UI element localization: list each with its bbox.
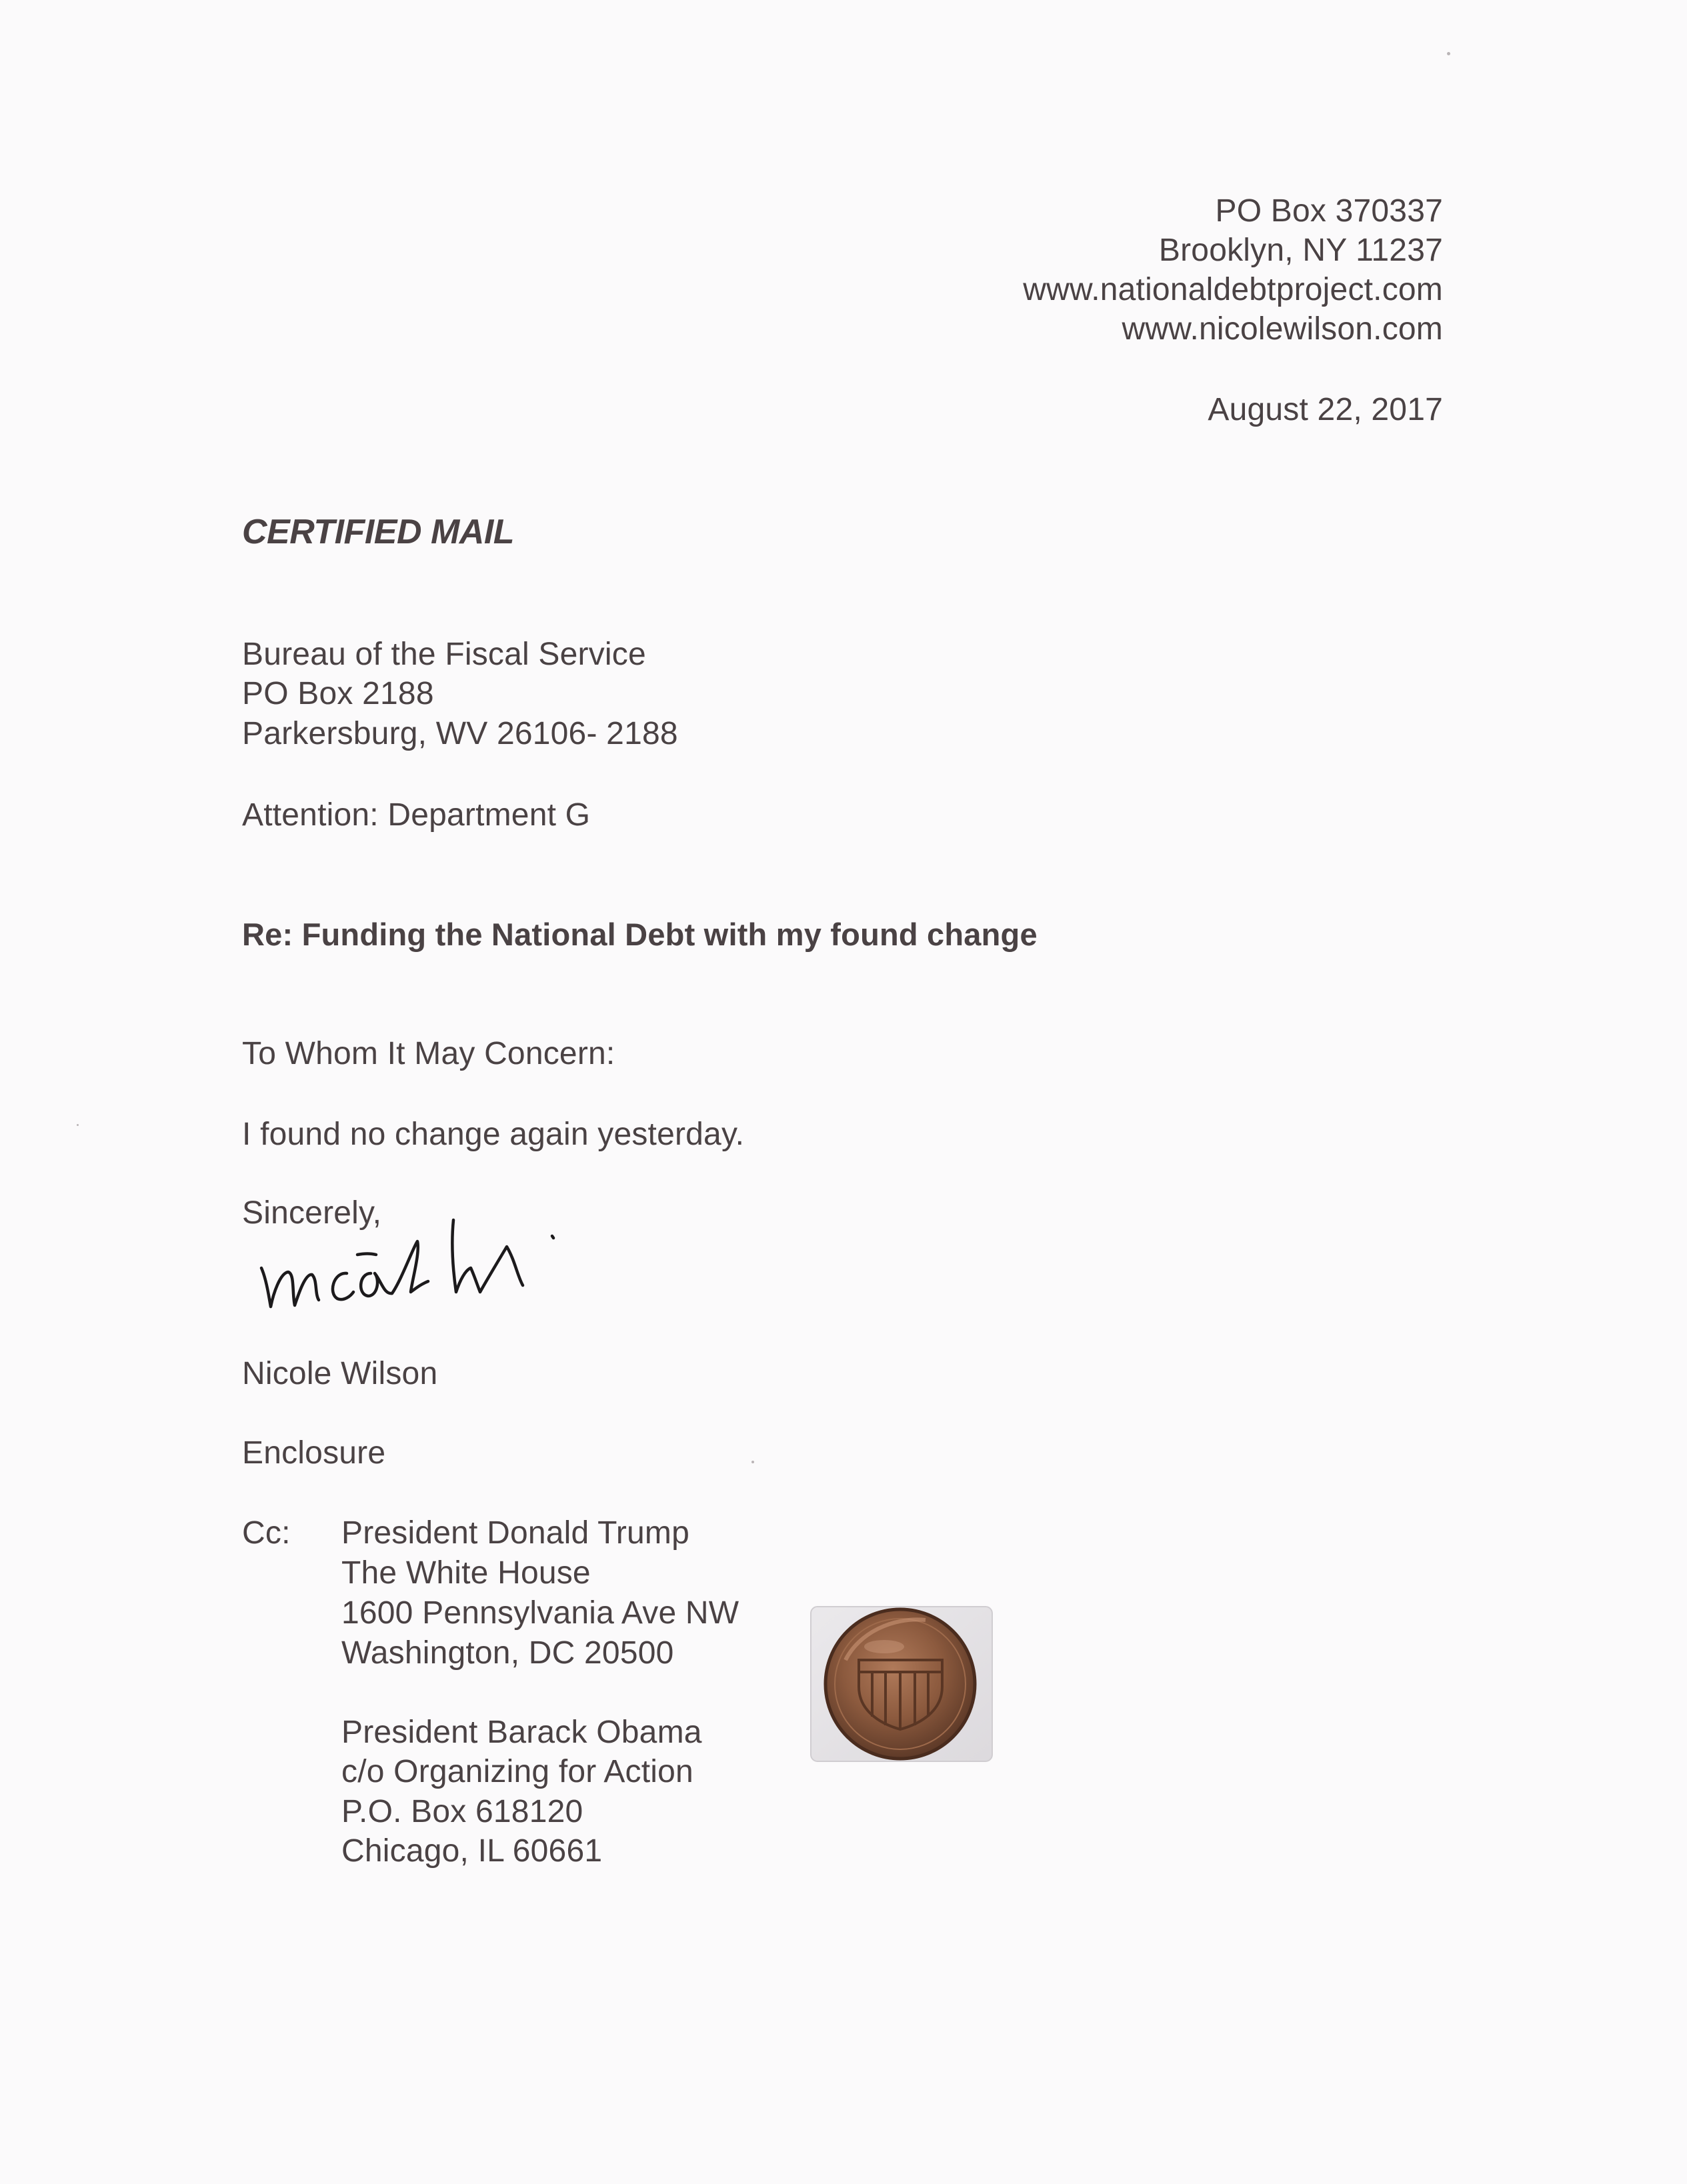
salutation: To Whom It May Concern:: [242, 1036, 615, 1071]
subject-line: Re: Funding the National Debt with my found change: [242, 917, 1038, 952]
cc-recipient-line: Washington, DC 20500: [341, 1635, 674, 1671]
recipient-address-line1: PO Box 2188: [242, 676, 434, 711]
letter-date: August 22, 2017: [1208, 392, 1443, 427]
signer-name: Nicole Wilson: [242, 1356, 438, 1391]
recipient-address-line2: Parkersburg, WV 26106- 2188: [242, 716, 678, 751]
sender-address-line1: PO Box 370337: [1215, 193, 1443, 229]
attention-line: Attention: Department G: [242, 797, 591, 833]
penny-coin-image: [805, 1587, 999, 1780]
sender-website-link-2[interactable]: www.nicolewilson.com: [1122, 311, 1443, 347]
paper-speck: [77, 1124, 79, 1126]
paper-speck: [1447, 52, 1450, 55]
cc-recipient-line: President Barack Obama: [341, 1715, 702, 1750]
letter-body: I found no change again yesterday.: [242, 1117, 745, 1152]
cc-recipient-line: Chicago, IL 60661: [341, 1833, 603, 1869]
sender-address-line2: Brooklyn, NY 11237: [1158, 233, 1443, 268]
cc-label: Cc:: [242, 1515, 291, 1551]
delivery-method-heading: CERTIFIED MAIL: [242, 513, 515, 551]
handwritten-signature: [253, 1207, 600, 1340]
cc-recipient-line: 1600 Pennsylvania Ave NW: [341, 1595, 739, 1631]
sender-website-link-1[interactable]: www.nationaldebtproject.com: [1023, 272, 1443, 307]
cc-recipient-line: The White House: [341, 1555, 591, 1591]
cc-recipient-line: P.O. Box 618120: [341, 1794, 583, 1829]
paper-speck: [751, 1461, 754, 1463]
recipient-name: Bureau of the Fiscal Service: [242, 637, 646, 672]
enclosure-note: Enclosure: [242, 1435, 386, 1471]
cc-recipient-line: President Donald Trump: [341, 1515, 689, 1551]
closing: Sincerely,: [242, 1195, 382, 1231]
cc-recipient-line: c/o Organizing for Action: [341, 1754, 693, 1789]
